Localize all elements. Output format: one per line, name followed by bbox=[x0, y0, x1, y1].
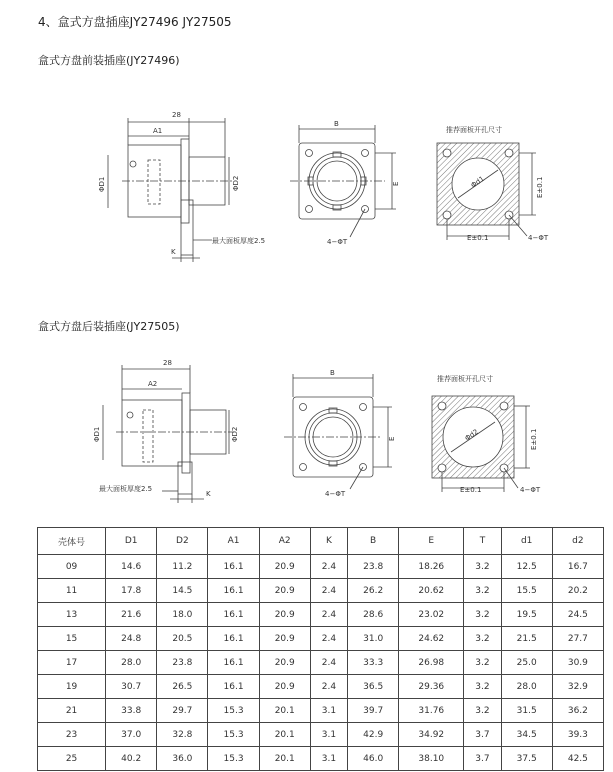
table-cell: 46.0 bbox=[348, 747, 399, 771]
col-header-t: T bbox=[464, 528, 501, 555]
table-cell: 3.2 bbox=[464, 699, 501, 723]
table-cell: 3.7 bbox=[464, 723, 501, 747]
table-cell: 2.4 bbox=[310, 651, 347, 675]
table-row bbox=[38, 651, 604, 675]
table-cell: 20.5 bbox=[157, 627, 208, 651]
table-cell: 17 bbox=[38, 651, 106, 675]
table-cell: 15.5 bbox=[501, 579, 552, 603]
rear-cutout-dim-t: 4−ΦT bbox=[520, 486, 541, 494]
table-cell: 16.1 bbox=[208, 555, 259, 579]
front-side-dim-d1: ΦD1 bbox=[98, 176, 106, 192]
table-cell: 28.0 bbox=[106, 651, 157, 675]
rear-cutout-dim-e-v: E±0.1 bbox=[530, 428, 538, 450]
front-side-panel-note: 最大面板厚度2.5 bbox=[212, 237, 266, 245]
table-row bbox=[38, 579, 604, 603]
table-cell: 20.1 bbox=[259, 699, 310, 723]
table-cell: 30.7 bbox=[106, 675, 157, 699]
table-cell: 23.8 bbox=[348, 555, 399, 579]
table-cell: 16.1 bbox=[208, 651, 259, 675]
rear-cutout-view bbox=[432, 396, 530, 492]
table-cell: 14.6 bbox=[106, 555, 157, 579]
rear-cutout-dim-e-h: E±0.1 bbox=[460, 486, 482, 494]
table-cell: 36.2 bbox=[552, 699, 603, 723]
col-header-d2: D2 bbox=[157, 528, 208, 555]
table-cell: 32.9 bbox=[552, 675, 603, 699]
table-cell: 32.8 bbox=[157, 723, 208, 747]
table-cell: 40.2 bbox=[106, 747, 157, 771]
section-rear-title: 盒式方盘后装插座(JY27505) bbox=[38, 320, 180, 333]
table-cell: 26.98 bbox=[399, 651, 464, 675]
table-cell: 38.10 bbox=[399, 747, 464, 771]
table-cell: 20.9 bbox=[259, 675, 310, 699]
table-cell: 3.7 bbox=[464, 747, 501, 771]
table-cell: 15.3 bbox=[208, 747, 259, 771]
table-cell: 33.8 bbox=[106, 699, 157, 723]
front-cutout-dim-e-v: E±0.1 bbox=[536, 176, 544, 198]
rear-side-dim-28: 28 bbox=[163, 359, 172, 367]
table-cell: 20.9 bbox=[259, 651, 310, 675]
table-cell: 2.4 bbox=[310, 627, 347, 651]
table-cell: 3.2 bbox=[464, 555, 501, 579]
table-cell: 25.0 bbox=[501, 651, 552, 675]
rear-side-view bbox=[103, 365, 234, 503]
table-cell: 26.5 bbox=[157, 675, 208, 699]
rear-front-dim-t: 4−ΦT bbox=[325, 490, 346, 498]
front-side-dim-k: K bbox=[171, 248, 176, 256]
table-cell: 17.8 bbox=[106, 579, 157, 603]
table-cell: 19 bbox=[38, 675, 106, 699]
rear-front-dim-e: E bbox=[388, 436, 396, 441]
table-row bbox=[38, 603, 604, 627]
table-cell: 3.1 bbox=[310, 723, 347, 747]
table-cell: 2.4 bbox=[310, 555, 347, 579]
table-cell: 42.9 bbox=[348, 723, 399, 747]
table-cell: 20.2 bbox=[552, 579, 603, 603]
rear-side-dim-k: K bbox=[206, 490, 211, 498]
table-cell: 3.2 bbox=[464, 627, 501, 651]
table-cell: 2.4 bbox=[310, 603, 347, 627]
table-row bbox=[38, 699, 604, 723]
table-cell: 15 bbox=[38, 627, 106, 651]
table-cell: 15.3 bbox=[208, 699, 259, 723]
col-header-d2-small: d2 bbox=[552, 528, 603, 555]
col-header-b: B bbox=[348, 528, 399, 555]
table-cell: 3.2 bbox=[464, 675, 501, 699]
table-cell: 28.0 bbox=[501, 675, 552, 699]
table-cell: 31.76 bbox=[399, 699, 464, 723]
table-cell: 24.5 bbox=[552, 603, 603, 627]
col-header-k: K bbox=[310, 528, 347, 555]
spec-table-header bbox=[38, 528, 604, 555]
table-cell: 3.2 bbox=[464, 651, 501, 675]
table-cell: 21.6 bbox=[106, 603, 157, 627]
rear-side-dim-a2: A2 bbox=[148, 380, 158, 388]
table-cell: 24.62 bbox=[399, 627, 464, 651]
table-cell: 20.1 bbox=[259, 747, 310, 771]
table-cell: 16.1 bbox=[208, 603, 259, 627]
front-side-dim-a1: A1 bbox=[153, 127, 163, 135]
col-header-a1: A1 bbox=[208, 528, 259, 555]
table-row bbox=[38, 627, 604, 651]
table-row bbox=[38, 555, 604, 579]
table-cell: 19.5 bbox=[501, 603, 552, 627]
table-row bbox=[38, 723, 604, 747]
front-front-dim-b: B bbox=[334, 120, 339, 128]
table-cell: 15.3 bbox=[208, 723, 259, 747]
table-cell: 23.8 bbox=[157, 651, 208, 675]
table-cell: 34.5 bbox=[501, 723, 552, 747]
front-front-dim-e: E bbox=[392, 181, 400, 186]
table-cell: 23 bbox=[38, 723, 106, 747]
table-cell: 42.5 bbox=[552, 747, 603, 771]
front-front-dim-t: 4−ΦT bbox=[327, 238, 348, 246]
table-cell: 12.5 bbox=[501, 555, 552, 579]
col-header-shell: 壳体号 bbox=[38, 528, 106, 555]
table-cell: 2.4 bbox=[310, 675, 347, 699]
page-heading: 4、盒式方盘插座JY27496 JY27505 bbox=[38, 15, 232, 29]
rear-front-dim-b: B bbox=[330, 369, 335, 377]
table-cell: 24.8 bbox=[106, 627, 157, 651]
table-cell: 29.7 bbox=[157, 699, 208, 723]
front-cutout-dim-d1: Φd1 bbox=[469, 174, 486, 190]
table-cell: 16.7 bbox=[552, 555, 603, 579]
col-header-d1: D1 bbox=[106, 528, 157, 555]
table-cell: 09 bbox=[38, 555, 106, 579]
table-cell: 33.3 bbox=[348, 651, 399, 675]
spec-table bbox=[37, 527, 604, 771]
table-cell: 27.7 bbox=[552, 627, 603, 651]
front-cutout-dim-t: 4−ΦT bbox=[528, 234, 549, 242]
rear-side-dim-d1: ΦD1 bbox=[93, 426, 101, 442]
front-front-view bbox=[290, 125, 396, 237]
table-cell: 29.36 bbox=[399, 675, 464, 699]
table-cell: 14.5 bbox=[157, 579, 208, 603]
table-cell: 34.92 bbox=[399, 723, 464, 747]
table-cell: 16.1 bbox=[208, 627, 259, 651]
rear-cutout-dim-d2: Φd2 bbox=[463, 427, 480, 443]
rear-side-panel-note: 最大面板厚度2.5 bbox=[99, 485, 153, 493]
table-cell: 3.2 bbox=[464, 603, 501, 627]
table-cell: 18.0 bbox=[157, 603, 208, 627]
table-cell: 39.7 bbox=[348, 699, 399, 723]
front-cutout-view bbox=[437, 143, 536, 240]
table-cell: 20.9 bbox=[259, 603, 310, 627]
col-header-e: E bbox=[399, 528, 464, 555]
table-cell: 20.9 bbox=[259, 579, 310, 603]
table-cell: 20.62 bbox=[399, 579, 464, 603]
table-cell: 31.5 bbox=[501, 699, 552, 723]
table-cell: 11 bbox=[38, 579, 106, 603]
front-side-dim-d2: ΦD2 bbox=[232, 175, 240, 191]
table-cell: 20.9 bbox=[259, 627, 310, 651]
table-cell: 2.4 bbox=[310, 579, 347, 603]
table-cell: 37.0 bbox=[106, 723, 157, 747]
table-cell: 21.5 bbox=[501, 627, 552, 651]
col-header-d1-small: d1 bbox=[501, 528, 552, 555]
rear-side-dim-d2: ΦD2 bbox=[231, 426, 239, 442]
table-cell: 3.2 bbox=[464, 579, 501, 603]
table-cell: 25 bbox=[38, 747, 106, 771]
rear-cutout-title: 推荐面板开孔尺寸 bbox=[437, 375, 493, 383]
table-cell: 23.02 bbox=[399, 603, 464, 627]
table-cell: 39.3 bbox=[552, 723, 603, 747]
table-cell: 20.1 bbox=[259, 723, 310, 747]
table-cell: 36.0 bbox=[157, 747, 208, 771]
table-cell: 26.2 bbox=[348, 579, 399, 603]
section-front-title: 盒式方盘前装插座(JY27496) bbox=[38, 54, 180, 67]
front-cutout-title: 推荐面板开孔尺寸 bbox=[446, 126, 502, 134]
table-row bbox=[38, 675, 604, 699]
col-header-a2: A2 bbox=[259, 528, 310, 555]
table-cell: 28.6 bbox=[348, 603, 399, 627]
table-cell: 16.1 bbox=[208, 675, 259, 699]
table-cell: 18.26 bbox=[399, 555, 464, 579]
table-cell: 31.0 bbox=[348, 627, 399, 651]
table-cell: 16.1 bbox=[208, 579, 259, 603]
table-cell: 30.9 bbox=[552, 651, 603, 675]
table-cell: 3.1 bbox=[310, 747, 347, 771]
table-row bbox=[38, 747, 604, 771]
table-cell: 36.5 bbox=[348, 675, 399, 699]
front-side-dim-28: 28 bbox=[172, 111, 181, 119]
table-cell: 20.9 bbox=[259, 555, 310, 579]
table-cell: 21 bbox=[38, 699, 106, 723]
table-cell: 37.5 bbox=[501, 747, 552, 771]
table-cell: 13 bbox=[38, 603, 106, 627]
rear-front-view bbox=[284, 374, 392, 489]
table-cell: 3.1 bbox=[310, 699, 347, 723]
table-cell: 11.2 bbox=[157, 555, 208, 579]
front-cutout-dim-e-h: E±0.1 bbox=[467, 234, 489, 242]
